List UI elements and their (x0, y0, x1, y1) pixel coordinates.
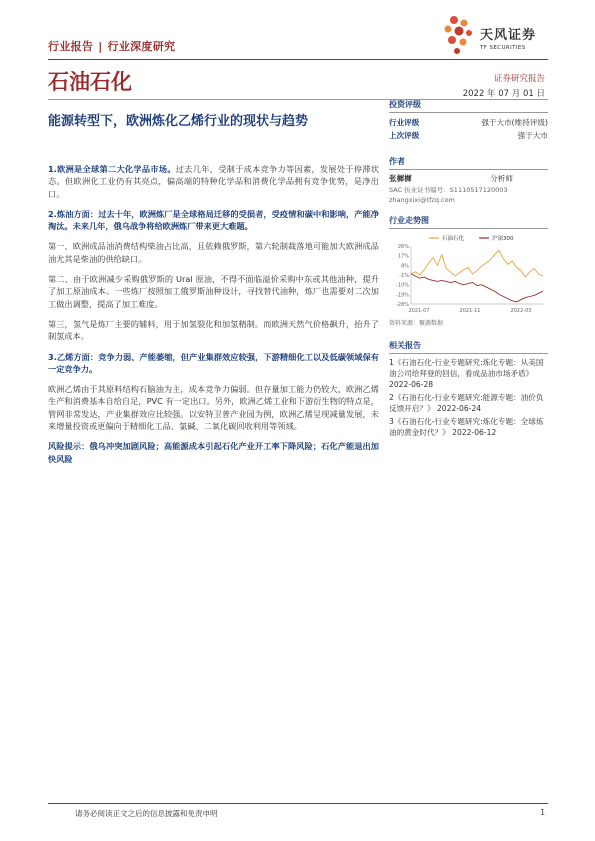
author-section (389, 156, 548, 205)
y-tick-label: 8% (401, 263, 409, 270)
author-role: 分析师 (490, 174, 513, 183)
paragraph-1-text: 过去几年，受制于成本竞争力等因素，发展处于停滞状态。但欧洲化工业仍有其亮点，偏高端的特种化学品和消费化学品拥有竞争优势，是净出口。 (48, 164, 379, 199)
paragraph-6 (48, 351, 379, 376)
report-category (48, 38, 175, 54)
category-separator: | (98, 40, 103, 53)
chart-source: 资料来源：聚源数据 (389, 320, 444, 327)
paragraph-1 (48, 163, 379, 200)
paragraph-4: 第二、由于欧洲减少采购俄罗斯的 Ural 原油，不得不面临溢价采购中东或其他油种，提升了加工原油成本。一些炼厂按照加工俄罗斯油种设计，寻找替代油种，炼厂也需要对二次加工做出调整，提高了加工难度。 (48, 274, 379, 309)
category-label: 行业报告 (48, 40, 94, 53)
paragraph-6-lead: 3.乙烯方面： (48, 351, 99, 362)
previous-rating-row (389, 129, 548, 142)
tf-securities-logo (440, 14, 552, 58)
report-type: 证券研究报告 (493, 74, 545, 84)
sector-title: 石油石化 (48, 70, 132, 94)
related-report-item[interactable]: 1《石油石化-行业专题研究:炼化专题：从美国油公司给拜登的回信，看成品油市场矛盾》 2022-06-28 (389, 358, 544, 389)
paragraph-2-text: 过去十年，欧洲炼厂是全球格局迁移的受损者，受疫情和碳中和影响，产能净淘汰。未来几年，俄乌战争将给欧洲炼厂带来更大难题。 (48, 208, 379, 232)
subcategory-label: 行业深度研究 (107, 40, 176, 53)
related-report-item[interactable]: 3《石油石化-行业专题研究:炼化专题：全球炼油的黄金时代？》 2022-06-12 (389, 417, 544, 437)
industry-rating-row (389, 116, 548, 129)
rating-section-title: 投资评级 (389, 99, 548, 113)
author-license: SAC 执业证书编号：S1110517120003 (389, 186, 508, 194)
previous-rating-label: 上次评级 (389, 131, 420, 140)
y-tick-label: 26% (397, 244, 409, 250)
main-body (48, 163, 379, 473)
trend-chart-section (389, 215, 548, 327)
legend-label: 沪深300 (492, 236, 514, 242)
risk-warning: 风险提示：俄乌冲突加剧风险；高能源成本引起石化产业开工率下降风险；石化产能退出加快风险 (48, 441, 379, 464)
author-name-row (389, 173, 513, 185)
paragraph-7: 欧洲乙烯由于其原料结构石脑油为主，成本竞争力偏弱。但存量加工能力仍较大，欧洲乙烯生产和消费基本自给自足，PVC 有一定出口。另外，欧洲乙烯工业和下游衍生物的特点是，管网非常发达，产业集群效应比较强。以安特卫普产业园为例，欧洲乙烯呈现减量发展，未来增量投资或更偏向于精细化工品、氯碱、二氧化碳回收利用等领域。 (48, 384, 379, 432)
logo-mark-icon (440, 14, 478, 58)
footer-divider (48, 803, 548, 804)
x-tick-label: 2021-07 (408, 308, 430, 314)
y-tick-label: -28% (396, 302, 409, 308)
series-line-2 (411, 274, 543, 302)
y-tick-label: 17% (397, 253, 409, 260)
industry-rating-label: 行业评级 (389, 118, 420, 127)
related-report-item[interactable]: 2《石油石化-行业专题研究:能源专题：油价负反馈开启？》 2022-06-24 (389, 393, 544, 413)
previous-rating-value: 强于大市 (517, 131, 548, 140)
paragraph-6-text: 竞争力弱、产能萎缩，但产业集群效应较强，下游精细化工以及低碳领域保有一定竞争力。 (48, 351, 379, 374)
paragraph-5: 第三，氢气是炼厂主要的辅料，用于加氢裂化和加氢精制。而欧洲天然气价格飙升，抬升了制氢成本。 (48, 318, 379, 342)
report-headline: 能源转型下，欧洲炼化乙烯行业的现状与趋势 (48, 114, 309, 129)
logo-name-cn: 天风证券 (480, 28, 537, 43)
trend-chart-title: 行业走势图 (389, 215, 548, 229)
y-tick-label: -1% (399, 273, 409, 279)
trend-chart-svg (389, 232, 548, 315)
related-reports-title: 相关报告 (389, 340, 548, 354)
author-email[interactable]: zhangxixi@tfzq.com (389, 196, 455, 204)
header-divider (48, 59, 548, 60)
author-name: 张樨樨 (389, 174, 412, 183)
y-tick-label: -10% (396, 282, 409, 289)
x-tick-label: 2021-11 (459, 308, 481, 314)
logo-name-en: TF SECURITIES (480, 45, 526, 51)
x-tick-label: 2022-03 (510, 308, 532, 314)
series-line-1 (411, 250, 543, 277)
sidebar (389, 99, 548, 440)
trend-chart (389, 232, 548, 315)
footer-disclaimer: 请务必阅读正文之后的信息披露和免责申明 (75, 809, 218, 818)
paragraph-2-lead: 2.炼油方面： (48, 208, 99, 219)
page-number: 1 (540, 808, 545, 817)
paragraph-2 (48, 208, 379, 233)
related-reports-section (389, 340, 548, 438)
paragraph-1-lead: 1.欧洲是全球第二大化学品市场。 (48, 164, 176, 174)
y-tick-label: -19% (396, 292, 409, 299)
industry-rating-value: 强于大市(维持评级) (481, 118, 548, 127)
report-date: 2022 年 07 月 01 日 (462, 89, 545, 99)
author-section-title: 作者 (389, 156, 548, 170)
paragraph-3: 第一、欧洲成品油消费结构柴油占比高，且依赖俄罗斯，第六轮制裁落地可能加大欧洲成品油尤其是柴油的供给缺口。 (48, 241, 379, 264)
legend-label: 石油石化 (442, 236, 465, 242)
